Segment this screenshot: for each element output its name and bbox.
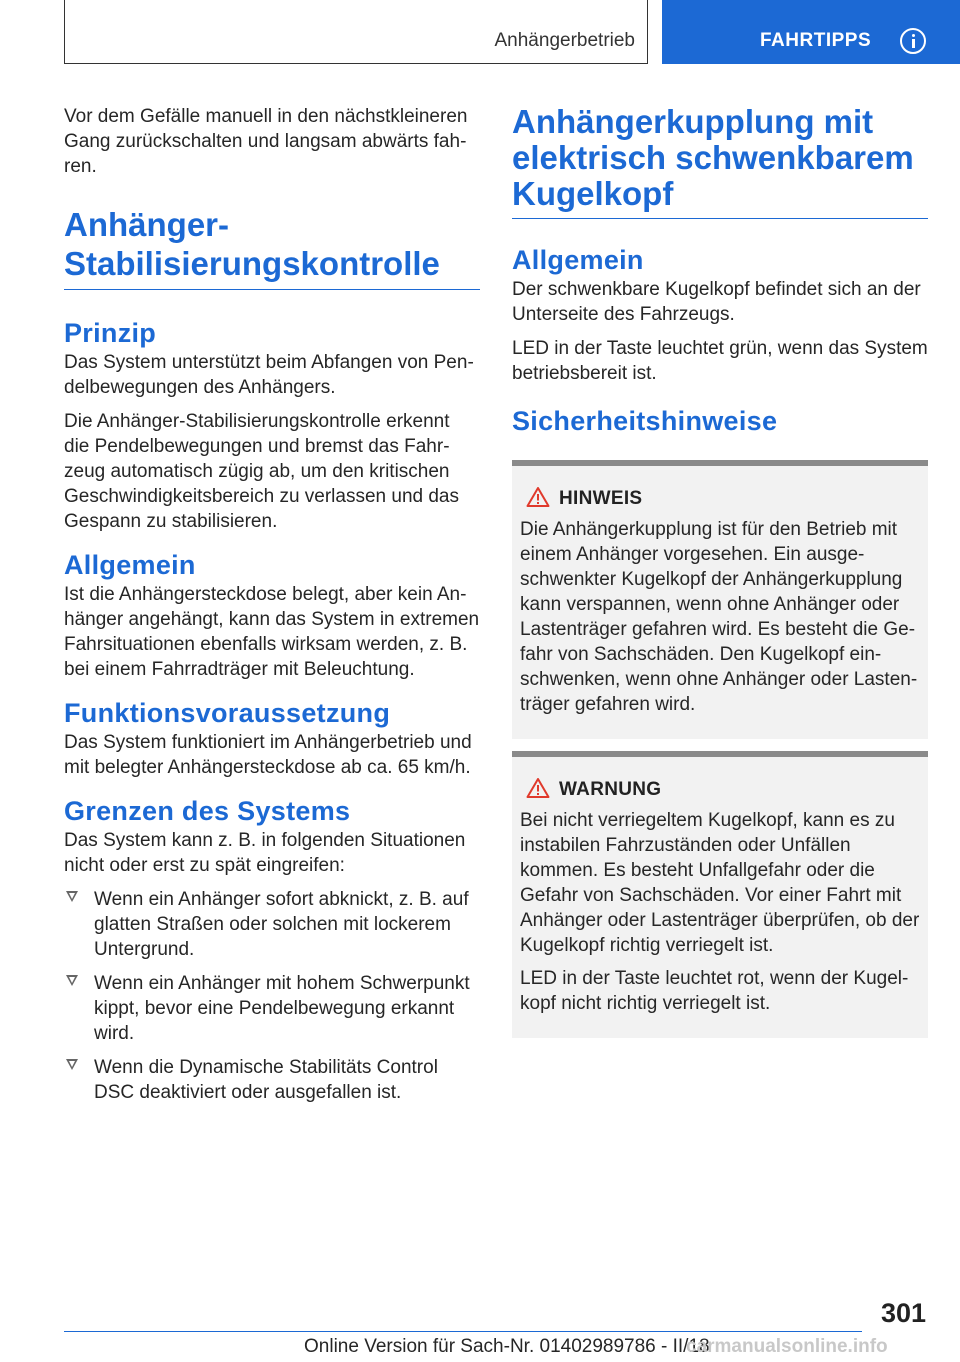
notice-title: HINWEIS (559, 488, 643, 509)
footer-version-text: Online Version für Sach-Nr. 01402989786 - II/18 (304, 1336, 710, 1357)
heading-prinzip: Prinzip (64, 318, 157, 348)
title-line: Stabilisierungskontrolle (64, 245, 440, 282)
list-item: Wenn ein Anhänger sofort abknickt, z. B. auf glatten Straßen oder solchen mit lockerem Untergrund. (64, 887, 480, 962)
paragraph: Das System kann z. B. in folgenden Situationen nicht oder erst zu spät eingreifen: (64, 830, 466, 876)
info-circle-icon[interactable] (900, 28, 926, 54)
triangle-bullet-icon (66, 975, 78, 986)
notice-hinweis (512, 460, 928, 739)
paragraph: Die Anhängerkupplung ist für den Betrieb mit einem Anhänger vorgesehen. Ein ausgeschwenkter Kugelkopf der Anhängerkupplung kann verspannen, wenn ohne Anhänger oder Lastenträger gefahren wird. Es besteht die Gefahr von Sachschäden. Den Kugelkopf einschwenken, wenn ohne Anhänger oder Lastenträger gefahren wird. (520, 519, 918, 715)
heading-grenzen: Grenzen des Systems (64, 796, 351, 826)
section-title-stabilisierung (64, 205, 480, 290)
bullet-list (64, 887, 480, 1105)
triangle-bullet-icon (66, 1059, 78, 1070)
title-line: Anhängerkupplung mit (512, 103, 874, 140)
list-item: Wenn ein Anhänger mit hohem Schwerpunkt kippt, bevor eine Pendelbewegung erkannt wird. (64, 971, 480, 1046)
paragraph: Das System unterstützt beim Abfangen von Pendelbewegungen des Anhängers. (64, 352, 474, 398)
heading-allgemein: Allgemein (64, 550, 196, 580)
triangle-bullet-icon (66, 891, 78, 902)
intro-paragraph: Vor dem Gefälle manuell in den nächstkleineren Gang zurückschalten und langsam abwärts fahren. (64, 106, 468, 177)
paragraph: Das System funktioniert im Anhängerbetrieb und mit belegter Anhängersteckdose ab ca. 65 km/h. (64, 732, 472, 778)
title-line: Kugelkopf (512, 175, 674, 212)
left-column (64, 104, 480, 1114)
heading-funktionsvoraussetzung: Funktionsvoraussetzung (64, 698, 391, 728)
heading-sicherheitshinweise: Sicherheitshinweise (512, 406, 778, 436)
warning-triangle-icon (526, 777, 550, 799)
right-column (512, 104, 928, 1038)
title-line: elektrisch schwenkbarem (512, 139, 914, 176)
warning-triangle-icon (526, 486, 550, 508)
paragraph: Der schwenkbare Kugelkopf befindet sich an der Unterseite des Fahrzeugs. (512, 279, 921, 325)
paragraph: Ist die Anhängersteckdose belegt, aber kein Anhänger angehängt, kann das System in extremen Fahrsituationen ebenfalls wirksam werden, z. B. bei einem Fahrradträger mit Beleuchtung. (64, 584, 480, 680)
header-tab-fahrtipps[interactable] (662, 0, 960, 64)
title-line: Anhänger- (64, 206, 229, 243)
notice-warnung (512, 751, 928, 1038)
paragraph: LED in der Taste leuchtet rot, wenn der Kugelkopf nicht richtig verriegelt ist. (520, 968, 909, 1014)
header-section-title: Anhängerbetrieb (494, 30, 635, 51)
paragraph: Bei nicht verriegeltem Kugelkopf, kann es zu instabilen Fahrzuständen oder Unfällen kommen. Es besteht Unfallgefahr oder die Gefahr von Sachschäden. Vor einer Fahrt mit Anhänger oder Lastenträger überprüfen, ob der Kugelkopf richtig verriegelt ist. (520, 810, 920, 956)
page-number: 301 (880, 1298, 926, 1328)
header-section-box (64, 0, 648, 64)
heading-allgemein: Allgemein (512, 245, 644, 275)
list-item: Wenn die Dynamische Stabilitäts Control DSC deaktiviert oder ausgefallen ist. (64, 1055, 480, 1105)
paragraph: Die Anhänger-Stabilisierungskontrolle erkennt die Pendelbewegungen und bremst das Fahrzeug automatisch zügig ab, um den kritischen Geschwindigkeitsbereich zu verlassen und das Gespann zu stabilisieren. (64, 411, 459, 532)
watermark-text: carmanualsonline.info (686, 1336, 888, 1357)
section-title-anhaengerkupplung (512, 104, 928, 219)
header-tab-label: FAHRTIPPS (760, 30, 872, 51)
footer-divider (64, 1331, 862, 1332)
notice-title: WARNUNG (559, 779, 662, 800)
paragraph: LED in der Taste leuchtet grün, wenn das System betriebsbereit ist. (512, 338, 928, 384)
